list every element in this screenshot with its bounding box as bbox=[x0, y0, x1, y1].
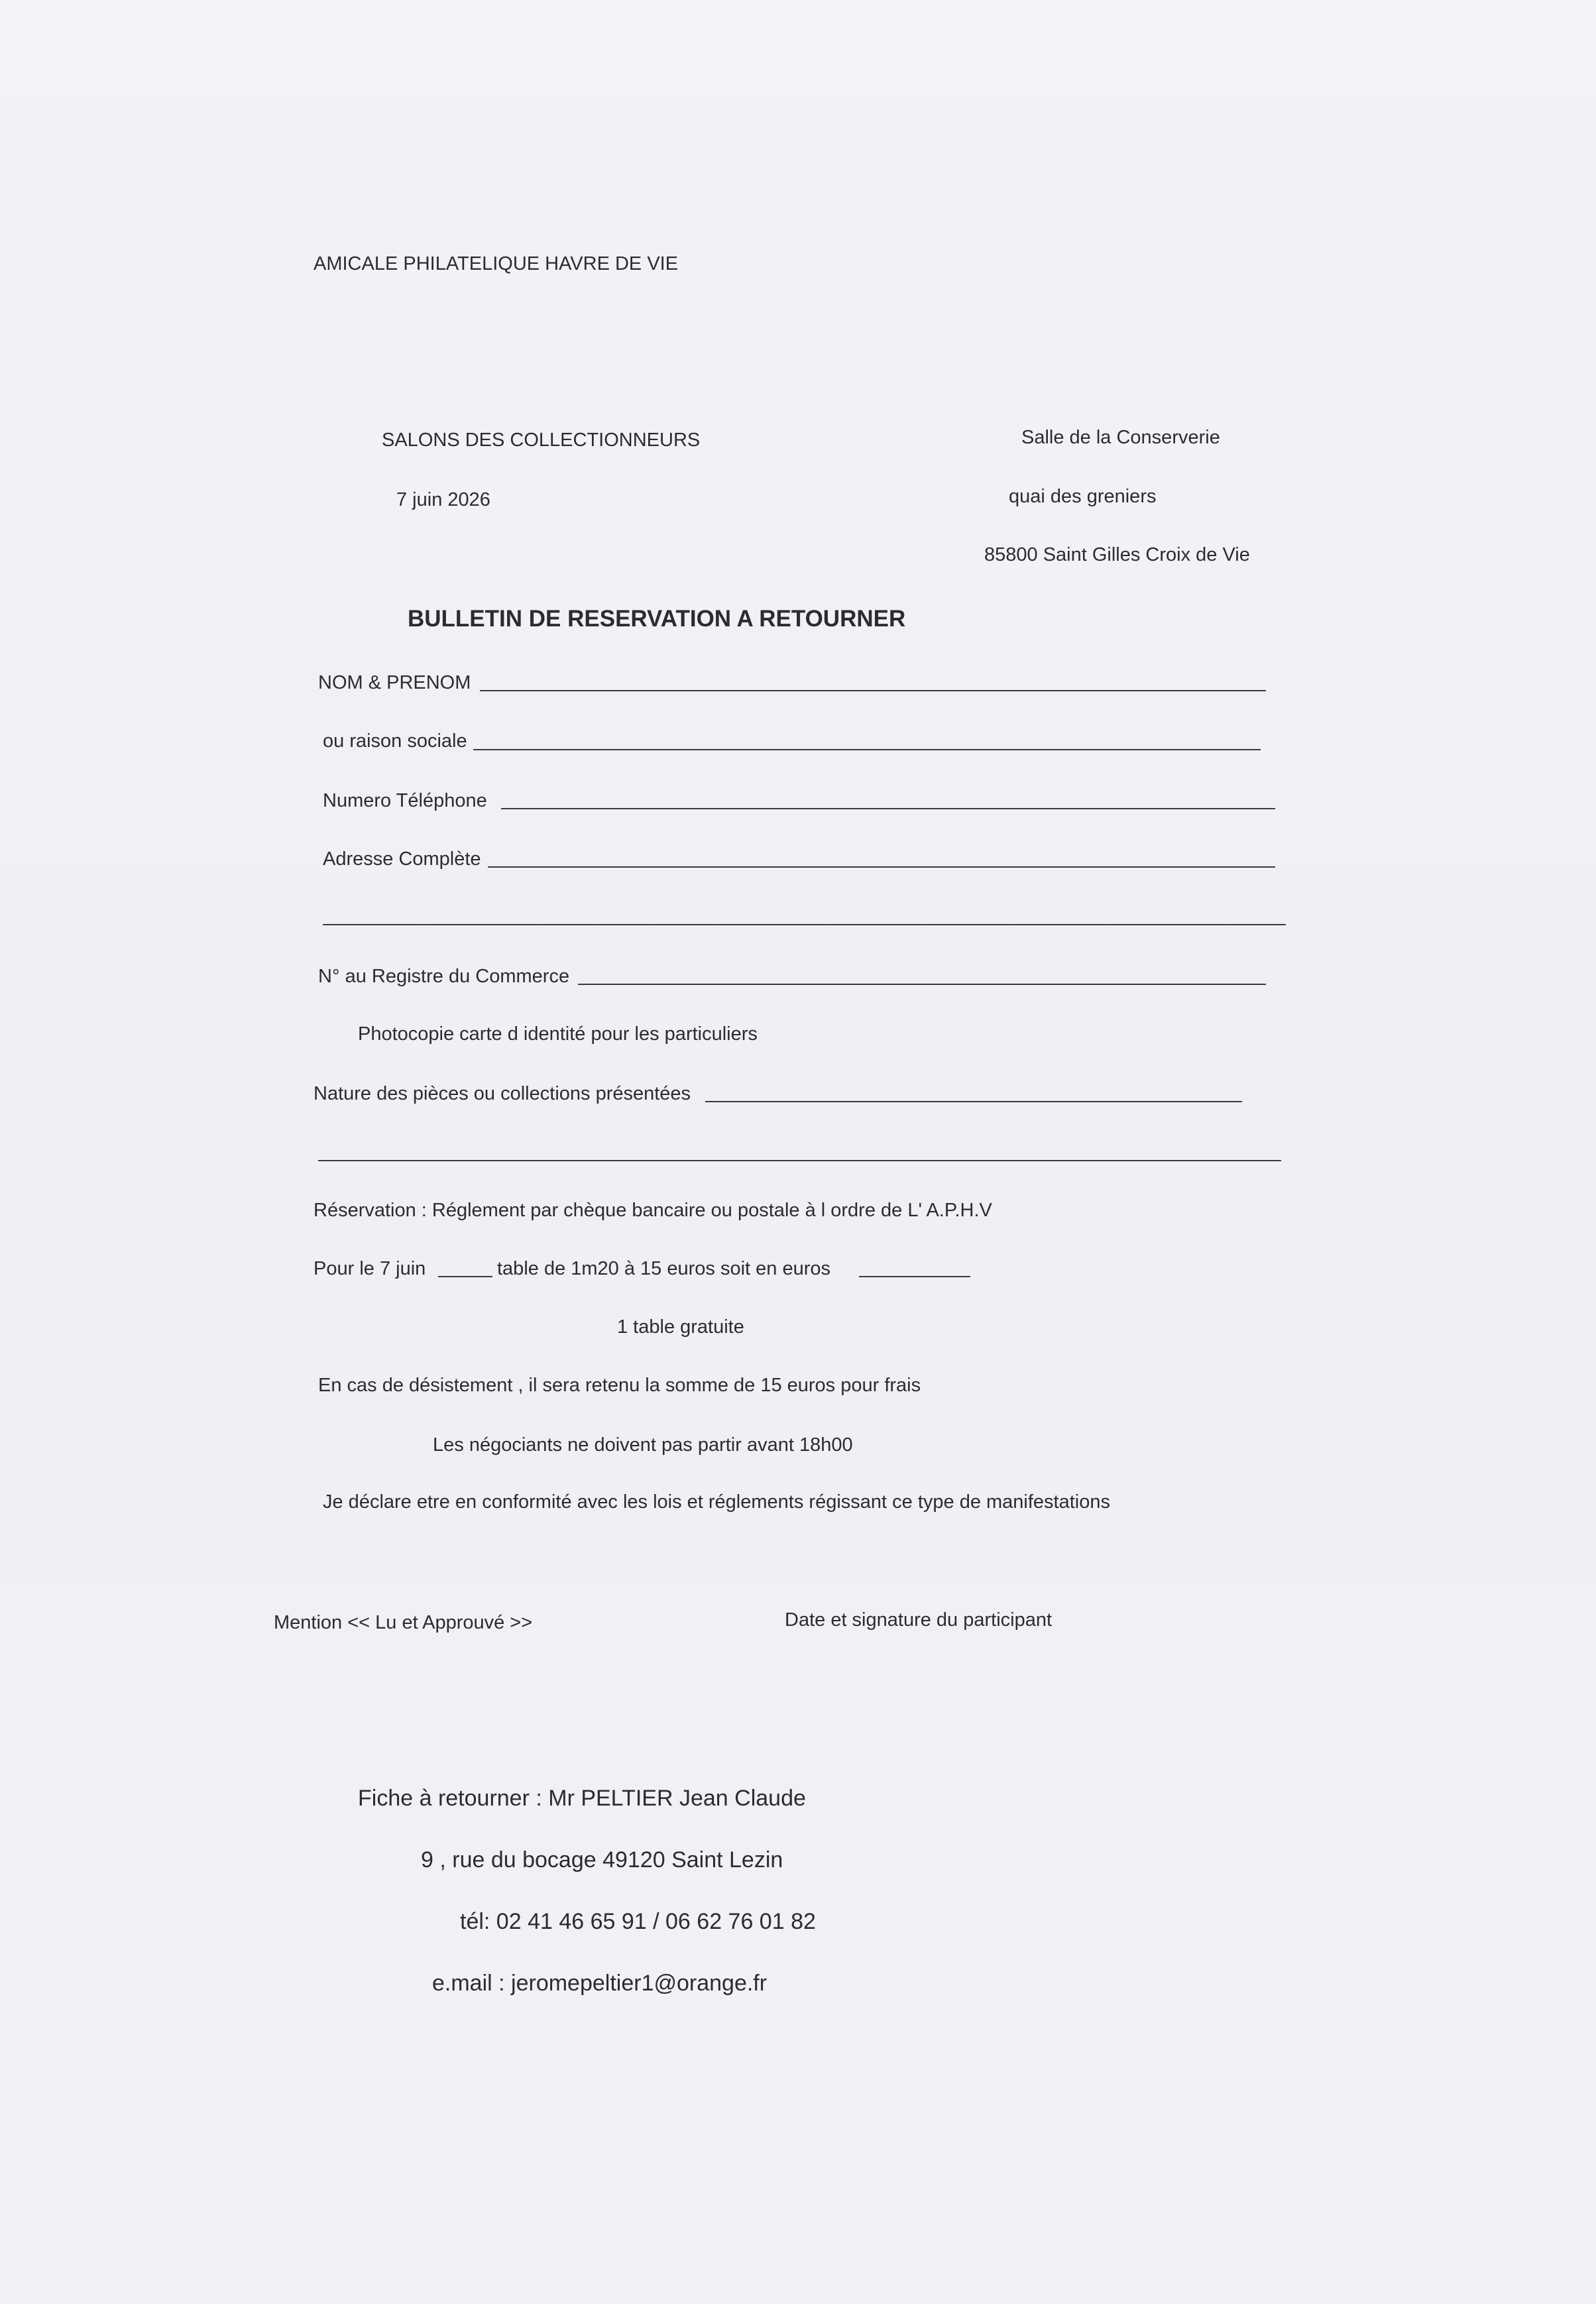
items-label: Nature des pièces ou collections présentées bbox=[314, 1083, 691, 1104]
free-table-note: 1 table gratuite bbox=[617, 1316, 744, 1338]
company-label: ou raison sociale bbox=[323, 730, 467, 752]
company-field-line[interactable] bbox=[473, 749, 1261, 750]
name-label: NOM & PRENOM bbox=[318, 672, 471, 693]
venue-name: Salle de la Conserverie bbox=[1021, 427, 1220, 448]
form-title: BULLETIN DE RESERVATION A RETOURNER bbox=[408, 606, 906, 632]
address-field-line-2[interactable] bbox=[323, 924, 1286, 925]
date-signature-label: Date et signature du participant bbox=[785, 1609, 1053, 1631]
reservation-date-label: Pour le 7 juin bbox=[314, 1258, 426, 1279]
return-email[interactable]: e.mail : jeromepeltier1@orange.fr bbox=[432, 1971, 768, 1996]
id-copy-note: Photocopie carte d identité pour les particuliers bbox=[358, 1023, 758, 1045]
event-date: 7 juin 2026 bbox=[396, 489, 490, 510]
total-euros-line[interactable] bbox=[859, 1276, 970, 1277]
table-price-text: table de 1m20 à 15 euros soit en euros bbox=[497, 1258, 830, 1279]
address-label: Adresse Complète bbox=[323, 848, 481, 870]
cancellation-terms: En cas de désistement , il sera retenu la somme de 15 euros pour frais bbox=[318, 1375, 921, 1396]
phone-field-line[interactable] bbox=[501, 808, 1275, 809]
return-address: 9 , rue du bocage 49120 Saint Lezin bbox=[421, 1847, 783, 1872]
name-field-line[interactable] bbox=[480, 690, 1266, 691]
registry-field-line[interactable] bbox=[578, 984, 1266, 985]
payment-terms: Réservation : Réglement par chèque bancaire ou postale à l ordre de L' A.P.H.V bbox=[314, 1200, 992, 1221]
items-field-line[interactable] bbox=[705, 1101, 1242, 1102]
registry-label: N° au Registre du Commerce bbox=[318, 966, 570, 987]
association-name: AMICALE PHILATELIQUE HAVRE DE VIE bbox=[314, 253, 679, 274]
venue-street: quai des greniers bbox=[1009, 486, 1157, 507]
items-field-line-2[interactable] bbox=[318, 1160, 1281, 1161]
table-count-line[interactable] bbox=[438, 1276, 492, 1277]
phone-label: Numero Téléphone bbox=[323, 790, 487, 811]
compliance-declaration: Je déclare etre en conformité avec les lois et réglements régissant ce type de manifestations bbox=[323, 1491, 1110, 1513]
address-field-line[interactable] bbox=[488, 866, 1275, 868]
event-name: SALONS DES COLLECTIONNEURS bbox=[382, 430, 701, 451]
departure-rule: Les négociants ne doivent pas partir avant 18h00 bbox=[433, 1434, 853, 1456]
return-recipient: Fiche à retourner : Mr PELTIER Jean Claude bbox=[358, 1786, 806, 1811]
venue-city: 85800 Saint Gilles Croix de Vie bbox=[984, 544, 1250, 565]
approval-mention: Mention << Lu et Approuvé >> bbox=[274, 1612, 533, 1633]
return-phone: tél: 02 41 46 65 91 / 06 62 76 01 82 bbox=[460, 1909, 816, 1934]
